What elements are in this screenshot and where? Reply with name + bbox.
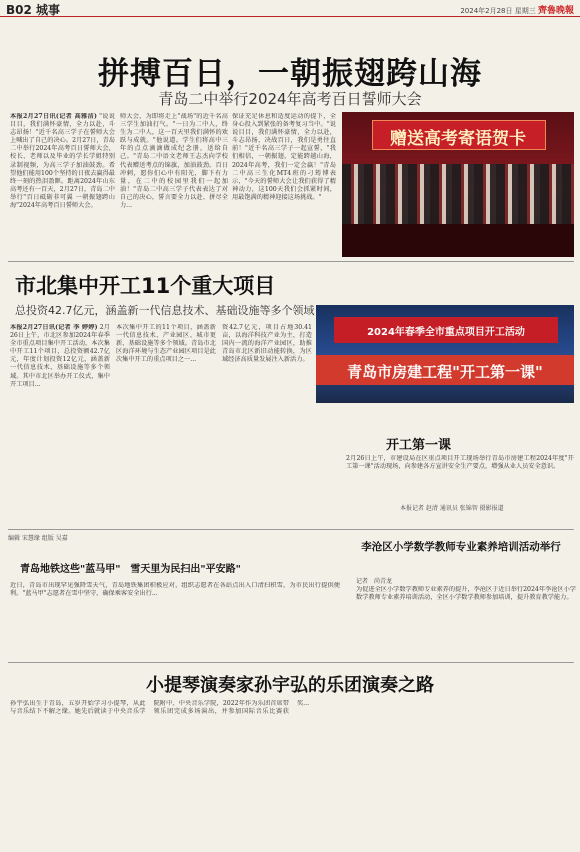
story2-col3 <box>222 324 312 520</box>
photo-stage-floor <box>342 224 574 257</box>
story3-right-body: 为促进全区小学数学教师专业素养的提升，李沧区于近日举行2024年李沧区小学数学教师专业素养培训活动，全区小学数学教师参加培训，提升教育教学能力。 <box>356 586 576 602</box>
subhead-2: 总投资42.7亿元，涵盖新一代信息技术、基础设施等多个领域 <box>15 304 315 317</box>
kicker-body: 2月26日上午，市建设局在区重点项目开工现场举行青岛市房建工程2024年度"开工第一课"活动现场，向参建各方宣讲安全生产要点，增强从业人员安全意识。 <box>346 455 574 471</box>
story3-right-text <box>356 586 576 654</box>
headline-4: 小提琴演奏家孙宇弘的乐团演奏之路 <box>146 675 434 696</box>
story1-col3 <box>232 113 336 253</box>
editor-credits: 编辑 宋慧缘 组版 吴嘉 <box>8 535 68 542</box>
header-weekday: 星期三 <box>514 7 536 15</box>
story1-body-mid: 师大会，为即将走上"战场"的近千名高三学生加油打气。"一日为二中人，终生为二中人，这一百天里我们满怀的欢跃与成就。"他说道。学生们将高中三年的点点滴滴做成纪念册，送给自己。"青岛二中语文老师王志杰向学校代表赠送考点的锦旗，加油鼓劲。百日冲刺，愿你们心中有阳光，脚下有力量，在二中的校园里我们一起加油！"青岛二中高三学子代表表达了对自己的决心，誓言要全力以赴、拼尽全力... <box>120 113 228 210</box>
story2-body-col1: 2月26日上午，市北区参加2024年春季全市重点项目集中开工活动，本次集中开工11个项目，总投资额42.7亿元，年度计划投资12亿元，涵盖新一代信息技术、基础设施等多个领域。其中市北区举办开工仪式，集中开工项目... <box>10 324 110 388</box>
story2-body-col2: 本次集中开工的11个项目，涵盖新一代信息技术、产业园区、城市更新、基础设施等多个领域。青岛市北区海洋环境与生态产业园区项目是此次集中开工的重点项目之一... <box>116 324 216 364</box>
headline-1: 拼搏百日，一朝振翅跨山海 <box>98 56 482 92</box>
divider <box>8 261 574 262</box>
photo2-banner: 2024年春季全市重点项目开工活动 <box>367 327 525 338</box>
story2-col1 <box>10 324 110 520</box>
header-meta <box>460 3 574 16</box>
story1-byline: 本报2月27日讯(记者 高雅洁) <box>10 113 97 120</box>
subhead-1: 青岛二中举行2024年高考百日誓师大会 <box>158 90 422 108</box>
story1-col1 <box>10 113 115 253</box>
divider <box>8 529 574 530</box>
photo-ceremony <box>342 112 574 257</box>
story4-body: 孙宇弘出生于青岛，五岁开始学习小提琴，从此与音乐结下不解之缘。她先后就读于中央音乐学院附中、中央音乐学院，2022年作为乐团首席带领乐团完成多场演出，并参加国际音乐比赛获奖... <box>10 700 310 716</box>
section-label: B02 城事 <box>6 3 61 17</box>
story3-left-text <box>10 582 340 654</box>
headline-2: 市北集中开工11个重大项目 <box>15 274 276 298</box>
divider <box>8 662 574 663</box>
story2-body-col3: 资42.7亿元，项目占地30.41亩，以海洋科技产业为主，打造国内一流的海洋产业园区，助推青岛市北区新旧动能转换，为区域经济高质量发展注入新活力。 <box>222 324 312 364</box>
photo-credits: 本报记者 赵清 通讯员 张锦智 摄影报道 <box>400 505 504 512</box>
kicker-text <box>346 455 574 497</box>
brand-name: 齊魯晚報 <box>537 6 574 16</box>
kicker-title: 开工第一课 <box>386 438 452 453</box>
story1-body-left: "说说目目，我们满怀豪情，全力以赴，斗志昂扬！"近千名高三学子在誓师大会上喊出了自己的决心。2月27日，青岛二中举行2024年高考百日誓师大会，校长、老师以及毕业的学长学姐特别录制视频，为高三学子加油鼓劲。希望他们能用100个坚持的日夜去赢得最终一刻的热泪盈眶。距离2024年山东高考还有一百天，2月27日，青岛二中举行"百日砥砺非可翼 一朝振翅跨山海"2024年高考百日誓师大会。 <box>10 113 115 210</box>
header-date: 2024年2月28日 <box>460 7 513 15</box>
story3-left-body: 近日，青岛市出现罕见强降雪天气，青岛地铁集团积极应对，组织志愿者在各站点出入口清扫积雪，为市民出行提供便利。"蓝马甲"志愿者在雪中坚守，确保乘客安全出行... <box>10 582 340 598</box>
page-header <box>0 0 580 17</box>
photo1-caption: 赠送高考寄语贺卡 <box>390 129 526 149</box>
photo-students <box>342 164 574 224</box>
headline-3-right: 李沧区小学数学教师专业素养培训活动举行 <box>361 541 561 553</box>
story2-col2 <box>116 324 216 520</box>
story4-text <box>10 700 576 850</box>
story2-byline: 本报2月27日讯(记者 李 婷婷) <box>10 324 98 331</box>
photo-construction <box>316 305 574 403</box>
story1-body-right: 保证充足休息和适度运动的提下，全身心投入到紧张的备考复习当中。"说说目目，我们满怀豪情，全力以赴，斗志昂扬，决战百日，我们是勇往直前！"近千名高三学子一起宣誓，"我们相信，一朝振翅，定能跨越山海，2024年高考，我们一定会赢！"青岛二中高三生化MT4班的刁筠博表示，"今天的誓师大会让我们获得了精神动力，这100天我们会抓紧时间，用最饱满的精神迎接这场挑战。" <box>232 113 336 201</box>
story3-right-byline: 记者 尚青龙 <box>356 578 393 585</box>
story1-col2 <box>120 113 228 253</box>
headline-3-left: 青岛地铁这些"蓝马甲" 雪天里为民扫出"平安路" <box>20 564 241 575</box>
photo2-sign: 青岛市房建工程"开工第一课" <box>347 363 543 381</box>
